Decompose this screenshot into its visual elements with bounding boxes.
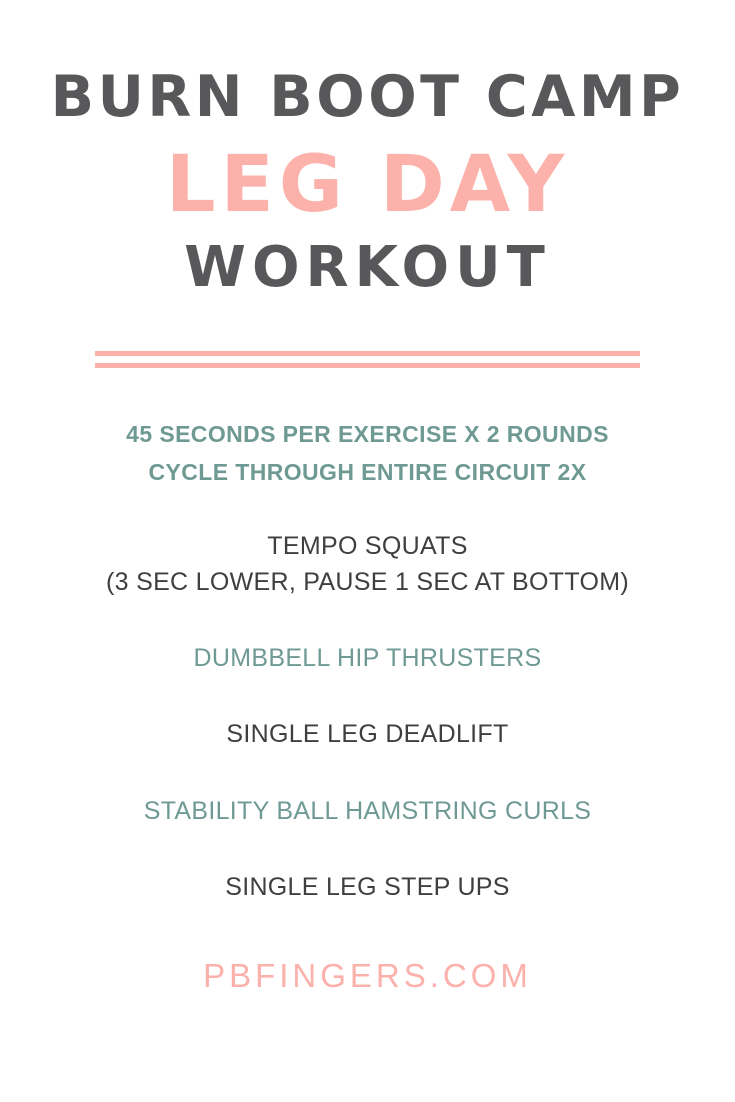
exercise-note: (3 SEC LOWER, PAUSE 1 SEC AT BOTTOM): [106, 567, 629, 596]
exercise-item: [0, 528, 735, 601]
poster-title-brand: BURN BOOT CAMP: [50, 64, 685, 130]
poster-footer: [0, 957, 735, 995]
exercise-list: [0, 528, 735, 906]
workout-instructions: [126, 416, 609, 492]
double-rule-divider: [95, 351, 640, 368]
exercise-name: DUMBBELL HIP THRUSTERS: [193, 644, 542, 673]
exercise-name: SINGLE LEG STEP UPS: [225, 872, 510, 901]
divider-rule-top: [95, 351, 640, 356]
exercise-item: [0, 640, 735, 676]
exercise-name: STABILITY BALL HAMSTRING CURLS: [143, 796, 592, 825]
poster-title-block: [0, 64, 735, 301]
instruction-line-2: CYCLE THROUGH ENTIRE CIRCUIT 2X: [148, 458, 587, 485]
divider-rule-bottom: [95, 363, 640, 368]
poster-title-highlight: LEG DAY: [165, 139, 570, 230]
exercise-item: [0, 716, 735, 752]
exercise-item: [0, 869, 735, 905]
website-credit: PBFINGERS.COM: [203, 957, 532, 995]
poster-title-subject: WORKOUT: [184, 235, 551, 301]
exercise-name: TEMPO SQUATS: [267, 531, 468, 560]
instruction-line-1: 45 SECONDS PER EXERCISE X 2 ROUNDS: [126, 420, 609, 447]
exercise-name: SINGLE LEG DEADLIFT: [226, 720, 509, 749]
exercise-item: [0, 793, 735, 829]
